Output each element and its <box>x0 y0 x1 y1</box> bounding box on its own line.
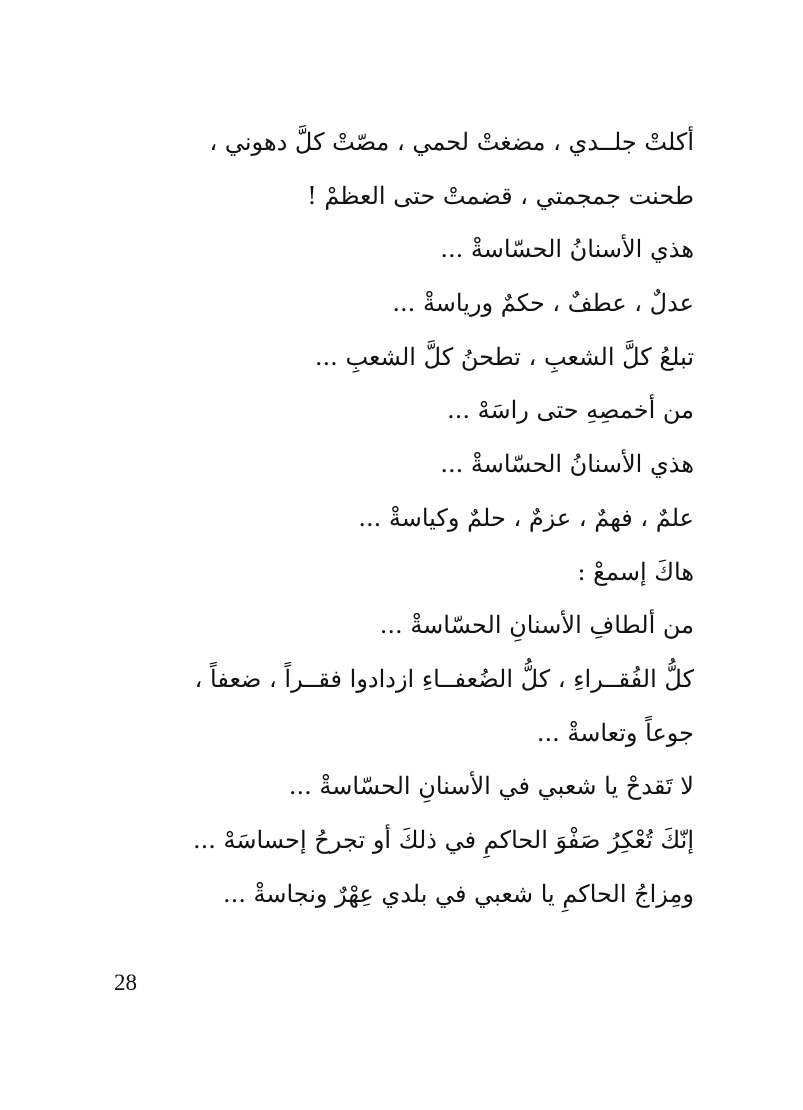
poem-line: ومِزاجُ الحاكمِ يا شعبي في بلدي عِهْرٌ ونجاسةْ ... <box>222 879 694 908</box>
poem-line: هذي الأسنانُ الحسّاسةْ ... <box>440 235 694 264</box>
poem-line: من أخمصِهِ حتى راسَهْ ... <box>447 396 694 425</box>
poem-line: عدلٌ ، عطفٌ ، حكمٌ ورياسةْ ... <box>392 289 694 318</box>
poem-line: طحنت جمجمتي ، قضمتْ حتى العظمْ ! <box>307 181 694 210</box>
poem-line: علمٌ ، فهمٌ ، عزمٌ ، حلمٌ وكياسةْ ... <box>358 503 694 532</box>
poem-line: لا تَقدحْ يا شعبي في الأسنانِ الحسّاسةْ ... <box>288 772 694 801</box>
poem-line: كلُّ الفُقــراءِ ، كلُّ الضُعفــاءِ ازدادوا فقــراً ، ضعفاً ، <box>194 664 694 693</box>
poem-line: من ألطافِ الأسنانِ الحسّاسةْ ... <box>379 611 694 640</box>
page-number: 28 <box>114 970 137 995</box>
poem-text <box>100 116 694 921</box>
poem-line: أكلتْ جلــدي ، مضغتْ لحمي ، مصّتْ كلَّ دهوني ، <box>209 128 694 156</box>
poem-line: جوعاً وتعاسةْ ... <box>536 718 694 747</box>
poem-line: هاكَ إسمعْ : <box>577 557 694 586</box>
poem-line: إنّكَ تُعْكِرُ صَفْوَ الحاكمِ في ذلكَ أو تجرحُ إحساسَهْ ... <box>192 825 694 854</box>
poem-line: تبلعُ كلَّ الشعبِ ، تطحنُ كلَّ الشعبِ ... <box>314 342 694 371</box>
poem-line: هذي الأسنانُ الحسّاسةْ ... <box>440 450 694 479</box>
